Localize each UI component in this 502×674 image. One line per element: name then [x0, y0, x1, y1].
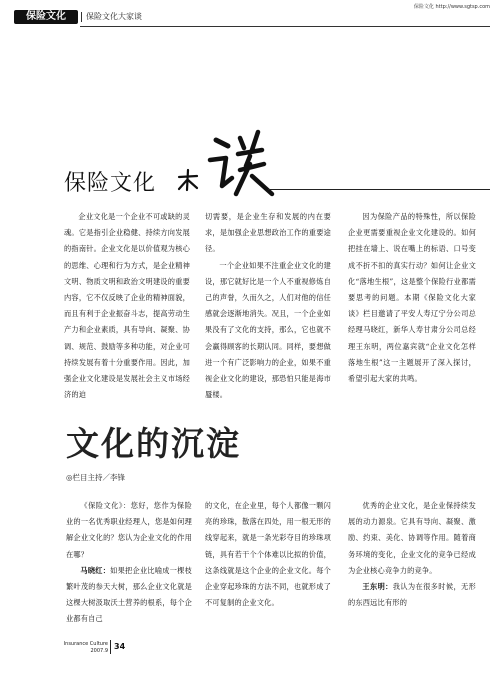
magazine-logo: 保险文化 — [14, 10, 78, 24]
title-calligraphy-small — [176, 168, 200, 192]
article2-byline: ◎栏目主持／李锋 — [66, 473, 126, 482]
footer-divider — [110, 640, 111, 654]
footer-magazine-name: Insurance Culture — [63, 641, 108, 647]
interview-question: 《保险文化》：您好，您作为保险业的一名优秀职业经理人，您是如何理解企业文化的？您认为企业文化的作用在哪？ — [66, 501, 192, 559]
answer-text: 如果把企业比喻成一棵枝繁叶茂的参天大树，那么企业文化就是这棵大树汲取沃土营养的根系，每个企业都有自己 — [66, 565, 192, 624]
article1-column2 — [205, 209, 331, 403]
section-name: 保险文化大家谈 — [86, 12, 142, 21]
answer-paragraph — [66, 563, 192, 628]
header-rule — [80, 26, 490, 27]
footer-magazine — [62, 641, 108, 655]
header-url: 保险文化 http://www.sgtsp.com — [413, 4, 490, 10]
answer-text-2: 我认为在很多时候，无形的东西远比有形的 — [348, 582, 477, 608]
title-rule — [268, 189, 490, 190]
article1-column3: 因为保险产品的特殊性，所以保险企业更需要重视企业文化建设的。如何把挂在墙上、说在嘴上的标语、口号变成不折不扣的真实行动？如何让企业文化“落地生根”，这是整个保险行业都需要思考的问题。本期《保险文化大家谈》栏目邀请了平安人寿辽宁分公司总经理马晓红，新华人寿甘肃分公司总经理王东明，两位嘉宾就“企业文化怎样落地生根”这一主题展开了深入探讨，希望引起大家的共鸣。 — [348, 212, 476, 384]
speaker-name-2: 王东明： — [362, 582, 393, 592]
header-divider — [81, 12, 82, 22]
page-number: 34 — [114, 642, 126, 651]
article1-column1: 企业文化是一个企业不可或缺的灵魂。它是指引企业稳健、持续方向发展的指南针。企业文化是以价值观为核心的思维、心理和行为方式，是企业精神文明、物质文明和政治文明建设的重要内容，它不仅反映了企业的精神面貌，而且有利于企业振奋斗志，提高劳动生产力和企业素质，具有导向、凝聚、协调、规范、鼓励等多种功能，对企业可持续发展有着十分重要作用。因此，加强企业文化建设是发展社会主义市场经济的迫 — [64, 212, 190, 400]
column-title: 保险文化 — [64, 171, 157, 196]
speaker-name: 马晓红： — [80, 565, 111, 575]
answer-paragraph-2: 优秀的企业文化，是企业保持续发展的动力源泉。它具有导向、凝聚、激励、约束、美化、协调等作用。随着商务环境的变化，企业文化的竞争已经成为企业核心竞争力的竞争。 — [348, 501, 476, 575]
footer-issue: 2007.9 — [90, 648, 108, 654]
article2-column1 — [66, 498, 192, 628]
article2-title: 文化的沉淀 — [66, 424, 241, 463]
article2-column2: 的文化，在企业里，每个人都像一颗闪亮的珍珠，散落在四处，用一根无形的线穿起来，就是一条光彩夺目的珍珠项链，具有若干个个体难以比拟的价值，这条线就是这个企业的企业文化。每个企业穿起珍珠的方法不同，也就形成了不可复制的企业文化。 — [205, 501, 331, 608]
answer-paragraph-3 — [348, 579, 476, 611]
article1-column2-p2: 一个企业如果不注重企业文化的建设，那它就好比是一个人不重视修炼自己的声誉，久而久之，人们对他的信任感就会逐渐地消失。况且，一个企业如果没有了文化的支持，那么，它也就不会赢得顾客的长期认同。同样，要想做进一个有广泛影响力的企业，如果不重视企业文化的建设，那恐怕只能是海市蜃楼。 — [205, 260, 331, 400]
article1-column2-p1: 切需要，是企业生存和发展的内在要求，是加强企业思想政治工作的重要途径。 — [205, 212, 331, 254]
article2-column3 — [348, 498, 476, 611]
title-calligraphy-big — [206, 124, 282, 198]
